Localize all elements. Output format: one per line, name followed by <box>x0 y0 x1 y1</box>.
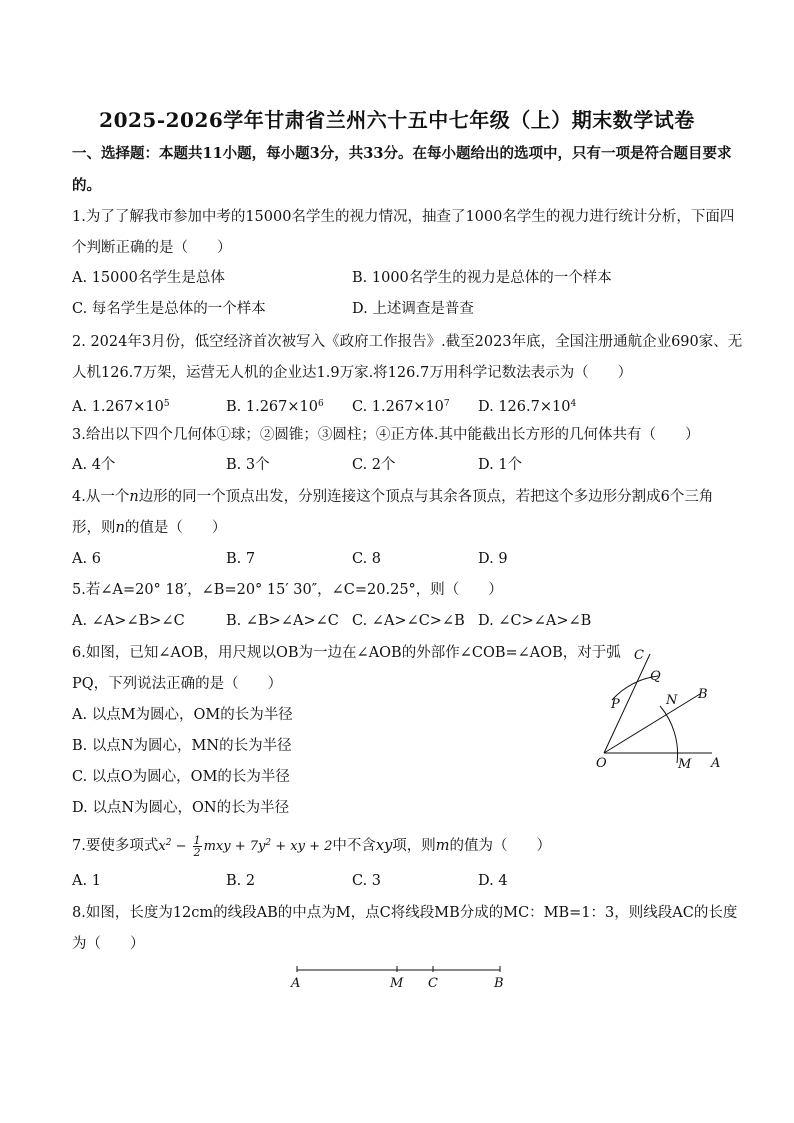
section-heading: 一、选择题：本题共11小题，每小题3分，共33分。在每小题给出的选项中，只有一项是符合题目要求 <box>72 145 732 162</box>
q2-option-a: A. $1.267\times 10^5$ <box>72 399 170 415</box>
arc-mn <box>660 706 678 763</box>
q3-option-a: A. 4个 <box>72 457 116 473</box>
q8-stem: 8.如图，长度为12cm的线段AB的中点为M，点C将线段MB分成的MC：MB=1：3，则线段AC的长度 <box>72 905 738 921</box>
q1-option-d: D. 上述调查是普查 <box>352 301 474 317</box>
q7-option-c: C. 3 <box>352 873 382 889</box>
q5-option-b: B. ∠B>∠A>∠C <box>226 613 339 629</box>
exam-title: 2025-2026学年甘肃省兰州六十五中七年级（上）期末数学试卷 <box>99 108 695 132</box>
label-o: O <box>596 756 607 771</box>
label-c: C <box>634 648 644 663</box>
q4-stem: 4.从一个n边形的同一个顶点出发，分别连接这个顶点与其余各顶点，若把这个多边形分割成6个三角 <box>72 489 714 505</box>
label-m: M <box>678 757 692 772</box>
fraction-one-half: $\frac{1}{2}$ <box>193 834 201 859</box>
q6-option-d: D. 以点N为圆心，ON的长为半径 <box>72 800 290 816</box>
q6-option-b: B. 以点N为圆心，MN的长为半径 <box>72 738 292 754</box>
label-b: B <box>698 687 708 702</box>
q1-stem: 1.为了了解我市参加中考的15000名学生的视力情况，抽查了1000名学生的视力进行统计分析，下面四 <box>72 209 735 225</box>
q8-segment-figure <box>286 958 516 998</box>
q3-option-b: B. 3个 <box>226 457 270 473</box>
q4-option-d: D. 9 <box>478 551 508 567</box>
q4-option-c: C. 8 <box>352 551 382 567</box>
q1-option-c: C. 每名学生是总体的一个样本 <box>72 301 266 317</box>
label-p: P <box>611 697 620 712</box>
label-a: A <box>291 976 301 991</box>
q2-stem: 2. 2024年3月份，低空经济首次被写入《政府工作报告》.截至2023年底，全国注册通航企业690家、无 <box>72 334 743 350</box>
q5-stem: 5.若∠A=20° 18′，∠B=20° 15′ 30″，∠C=20.25°，则（ ） <box>72 582 503 598</box>
label-m: M <box>390 976 404 991</box>
q6-option-a: A. 以点M为圆心，OM的长为半径 <box>72 707 293 723</box>
q5-option-c: C. ∠A>∠C>∠B <box>352 613 465 629</box>
q1-stem-cont: 个判断正确的是（ ） <box>72 240 232 256</box>
label-a: A <box>711 756 721 771</box>
q4-option-b: B. 7 <box>226 551 256 567</box>
q2-stem-cont: 人机126.7万架，运营无人机的企业达1.9万家.将126.7万用科学记数法表示为（ ） <box>72 365 633 381</box>
q6-angle-figure <box>586 640 736 780</box>
q6-stem: 6.如图，已知∠AOB，用尺规以OB为一边在∠AOB的外部作∠COB=∠AOB，对于弧 <box>72 645 621 661</box>
q2-option-c: C. $1.267\times 10^7$ <box>352 399 450 415</box>
q7-option-d: D. 4 <box>478 873 508 889</box>
q7-option-a: A. 1 <box>72 873 101 889</box>
label-n: N <box>666 693 678 708</box>
q4-stem-cont: 形，则n的值是（ ） <box>72 520 227 536</box>
q6-option-c: C. 以点O为圆心，OM的长为半径 <box>72 769 290 785</box>
q4-option-a: A. 6 <box>72 551 101 567</box>
q1-option-a: A. 15000名学生是总体 <box>72 270 225 286</box>
q5-option-a: A. ∠A>∠B>∠C <box>72 613 185 629</box>
q5-option-d: D. ∠C>∠A>∠B <box>478 613 592 629</box>
section-heading-cont: 的。 <box>72 177 101 194</box>
q7-stem: 7.要使多项式$x^2$ − $\frac{1}{2}$ mxy + $7y^2$ + xy + 2中不含xy项，则m的值为（ ） <box>72 834 552 859</box>
label-b: B <box>494 976 504 991</box>
q7-option-b: B. 2 <box>226 873 256 889</box>
polynomial-expression: $x^2$ − $\frac{1}{2}$ mxy + $7y^2$ + xy + 2 <box>158 834 333 859</box>
label-c: C <box>428 976 438 991</box>
q2-option-d: D. $126.7\times 10^4$ <box>478 399 577 415</box>
q3-option-d: D. 1个 <box>478 457 523 473</box>
q6-stem-cont: PQ，下列说法正确的是（ ） <box>72 676 283 692</box>
q3-stem: 3.给出以下四个几何体①球；②圆锥；③圆柱；④正方体.其中能截出长方形的几何体共有（ ） <box>72 427 700 443</box>
label-q: Q <box>650 669 661 684</box>
q8-stem-cont: 为（ ） <box>72 936 145 952</box>
q1-option-b: B. 1000名学生的视力是总体的一个样本 <box>352 270 612 286</box>
q2-option-b: B. $1.267\times 10^6$ <box>226 399 324 415</box>
q3-option-c: C. 2个 <box>352 457 396 473</box>
